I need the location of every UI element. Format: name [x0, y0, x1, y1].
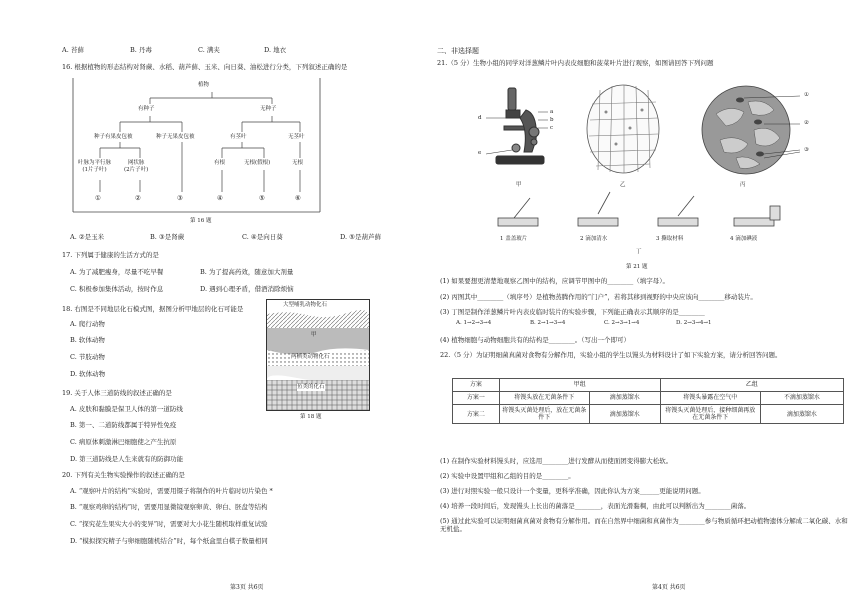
- table-cell: 将馒头暴露在空气中: [660, 392, 760, 405]
- q16-option-a: A. ②是玉米: [70, 233, 105, 241]
- left-page-footer: 第3页 共6页: [230, 584, 264, 591]
- q19-option-c: C. 病原体刺激淋巴细胞使之产生抗原: [70, 438, 177, 446]
- q16-figure: [72, 76, 322, 214]
- step-2: 2 滴加清水: [580, 236, 608, 242]
- tree-num-1: ①: [95, 194, 101, 202]
- q21-order-d: D. 2→3→4→1: [676, 320, 712, 326]
- q16-option-b: B. ③是肾蕨: [150, 233, 185, 241]
- q16-option-c: C. ④是向日葵: [242, 233, 283, 241]
- onion-cells-figure: [586, 84, 660, 174]
- experiment-table: [452, 378, 844, 424]
- q18-stem: 18. 右图是不同地层化石模式图，据图分析甲地层的化石可能是: [62, 305, 244, 313]
- tree-parallel-vein: 叶脉为平行脉 (1片子叶): [78, 160, 112, 173]
- q22-sub-1: (1) 在制作实验材料馒头时，应选用________进行发酵从而使面团变得膨大松软。: [440, 457, 673, 465]
- tree-num-2: ②: [135, 194, 141, 202]
- microscope-figure: [476, 80, 560, 180]
- table-cell: 方案二: [453, 405, 500, 424]
- table-cell: 滴加蒸馏水: [760, 405, 843, 424]
- q15-option-b: B. 丹毒: [130, 46, 152, 54]
- micro-letter-e: e: [478, 150, 482, 156]
- table-header-jia: 甲组: [499, 379, 660, 392]
- q19-option-d: D. 第三道防线是人生来就有的防御功能: [70, 455, 184, 463]
- fig-label-yi: 乙: [620, 182, 626, 188]
- bubble-num-2: ②: [804, 120, 809, 126]
- microscope-drawing: [476, 80, 560, 180]
- tree-no-stem-leaf: 无茎叶: [288, 134, 305, 140]
- q21-caption: 第 21 题: [626, 264, 648, 270]
- table-cell: 将馒头放在无菌条件下: [499, 392, 589, 405]
- q22-sub-5: (5) 通过此实验可以证明细菌真菌对食物有分解作用。而在自然界中细菌和真菌作为________参与物质循环把动植物遗体分解成二氧化碳、水和无机盐。: [440, 517, 848, 533]
- table-header-scheme: 方案: [453, 379, 500, 392]
- q22-sub-2: (2) 实验中设置甲组和乙组的目的是________。: [440, 472, 575, 480]
- q17-stem: 17. 下列属于健康的生活方式的是: [62, 251, 159, 259]
- table-cell: 将馒头灭菌处理后，接种细菌再放在无菌条件下: [660, 405, 760, 424]
- strata-layer-jia: 甲: [311, 332, 317, 338]
- q21-sub-1: (1) 如果要想更清楚地观察乙图中的结构，应调节甲图中的________（填字母）。: [440, 277, 670, 285]
- q22-sub-3: (3) 进行对照实验一般只设计一个变量，更科学准确，因此你认为方案______更能说明问题。: [440, 487, 705, 495]
- tree-fruit-coat: 种子有果皮包被: [94, 134, 133, 140]
- tree-has-root: 有根: [214, 160, 226, 166]
- section-title: 二、非选择题: [437, 47, 479, 55]
- table-cell: 滴加蒸馏水: [589, 405, 660, 424]
- fig-label-ding: 丁: [636, 249, 642, 255]
- tree-has-stem-leaf: 有茎叶: [230, 134, 247, 140]
- table-header-row: [453, 379, 844, 392]
- leaf-epidermis-drawing: [700, 84, 820, 176]
- q18-option-a: A. 爬行动物: [70, 320, 105, 328]
- q20-option-c: C. “探究花生果实大小的变异”时，需要对大小花生随机取样重复试验: [70, 520, 268, 528]
- q21-stem: 21.（5 分）生物小组的同学对洋葱鳞片叶内表皮细胞和菠菜叶片进行观察，如图请回答下列问题: [437, 59, 714, 67]
- q22-sub-4: (4) 培养一段时间后，发现馒头上长出的菌落是________，表面光滑黏稠，由此可以判断出为________菌落。: [440, 502, 751, 510]
- tree-has-seed: 有种子: [138, 106, 155, 112]
- q17-option-c: C. 积极参加集体活动，按时作息: [70, 285, 164, 293]
- bubble-num-3: ③: [804, 147, 809, 153]
- step-4: 4 滴加碘液: [730, 236, 758, 242]
- q19-option-b: B. 第一、二道防线都属于特异性免疫: [70, 421, 177, 429]
- q20-option-a: A. “观察叶片的结构”实验时，需要用镊子将制作的叶片临时切片染色 *: [70, 487, 273, 495]
- q15-option-a: A. 苔藓: [62, 46, 84, 54]
- q16-caption: 第 16 题: [190, 218, 212, 224]
- micro-letter-a: a: [550, 109, 554, 115]
- strata-top-label: 大型哺乳动物化石: [283, 302, 328, 308]
- table-cell: 不滴加蒸馏水: [760, 392, 843, 405]
- step-3: 3 撕取材料: [656, 236, 684, 242]
- fig-label-bing: 丙: [740, 182, 746, 188]
- tree-num-6: ⑥: [295, 194, 301, 202]
- tree-no-root: 无根(假根): [244, 160, 271, 166]
- q15-option-c: C. 满夹: [198, 46, 220, 54]
- q21-order-c: C. 2→3→1→4: [604, 320, 640, 326]
- table-header-yi: 乙组: [660, 379, 843, 392]
- strata-figure: [266, 299, 370, 411]
- q21-order-a: A. 1→2→3→4: [456, 320, 492, 326]
- q16-option-d: D. ⑤是葫芦藓: [340, 233, 381, 241]
- tree-no-fruit-coat: 种子无果皮包被: [156, 134, 195, 140]
- tree-root: 植物: [198, 82, 210, 88]
- q18-option-c: C. 节肢动物: [70, 353, 105, 361]
- tree-num-4: ④: [217, 194, 223, 202]
- micro-letter-b: b: [550, 117, 554, 123]
- q18-option-d: D. 软体动物: [70, 370, 106, 378]
- q20-option-b: B. “观察鸡卵的结构”时，需要用显微镜观察卵黄、卵白、胚盘等结构: [70, 503, 268, 511]
- tree-net-vein: 网状脉 (2片子叶): [124, 160, 149, 173]
- q18-caption: 第 18 题: [300, 414, 322, 420]
- table-cell: 滴加蒸馏水: [589, 392, 660, 405]
- tree-num-5: ⑤: [259, 194, 265, 202]
- q20-option-d: D. “模拟探究精子与卵细胞随机结合”时，每个纸盒里白棋子数量相同: [70, 537, 268, 545]
- q21-order-b: B. 2→1→3→4: [530, 320, 566, 326]
- micro-letter-d: d: [478, 115, 482, 121]
- tree-no-seed: 无种子: [260, 106, 277, 112]
- slide-steps-figure: [494, 190, 794, 234]
- q17-option-a: A. 为了减肥瘦身，尽量不吃早餐: [70, 268, 164, 276]
- strata-amphibian: 两栖类动物化石: [291, 354, 330, 360]
- tree-no-root2: 无根: [292, 160, 304, 166]
- q17-option-d: D. 遇到心理矛盾，借酒消除烦恼: [200, 285, 294, 293]
- table-cell: 方案一: [453, 392, 500, 405]
- strata-fish: 鱼类的化石: [297, 384, 325, 390]
- fig-label-jia: 甲: [516, 182, 522, 188]
- q16-stem: 16. 根据植物的形态结构对肾蕨、水稻、葫芦藓、玉米、向日葵、油松进行分类，下列叙述正确的是: [62, 63, 348, 71]
- table-row: [453, 392, 844, 405]
- classification-tree: [72, 76, 322, 214]
- q21-sub-3: (3) 丁图是制作洋葱鳞片叶内表皮临时装片的实验步骤，下列能正确表示其顺序的是________: [440, 308, 705, 316]
- q21-sub-4: (4) 植物细胞与动物细胞共有的结构是________。（写出一个即可）: [440, 336, 631, 344]
- q22-stem: 22.（5 分）为证明细菌真菌对食物有分解作用，实验小组的学生以馒头为材料设计了如下实验方案，请分析回答问题。: [440, 351, 782, 359]
- q21-sub-2: (2) 丙图其中________（填序号）是植物蒸腾作用的“门户”，若将其移到视野的中央应该向________移动装片。: [440, 293, 757, 301]
- q19-stem: 19. 关于人体三道防线的叙述正确的是: [62, 389, 172, 397]
- q18-option-b: B. 软体动物: [70, 336, 105, 344]
- q17-option-b: B. 为了提高药效，随意加大剂量: [200, 268, 294, 276]
- table-cell: 将馒头灭菌处理后，放在无菌条件下: [499, 405, 589, 424]
- table-row: [453, 405, 844, 424]
- q19-option-a: A. 皮肤和黏膜是保卫人体的第一道防线: [70, 405, 183, 413]
- tree-num-3: ③: [177, 194, 183, 202]
- onion-cells-drawing: [586, 84, 660, 174]
- right-page-footer: 第4页 共6页: [652, 584, 686, 591]
- step-1: 1 盖盖玻片: [500, 236, 528, 242]
- slide-steps-drawing: [494, 190, 794, 234]
- micro-letter-c: c: [550, 125, 554, 131]
- leaf-epidermis-figure: [700, 84, 820, 176]
- q20-stem: 20. 下列有关生物实验操作的叙述正确的是: [62, 471, 185, 479]
- q15-option-d: D. 地衣: [264, 46, 287, 54]
- bubble-num-1: ①: [804, 92, 809, 98]
